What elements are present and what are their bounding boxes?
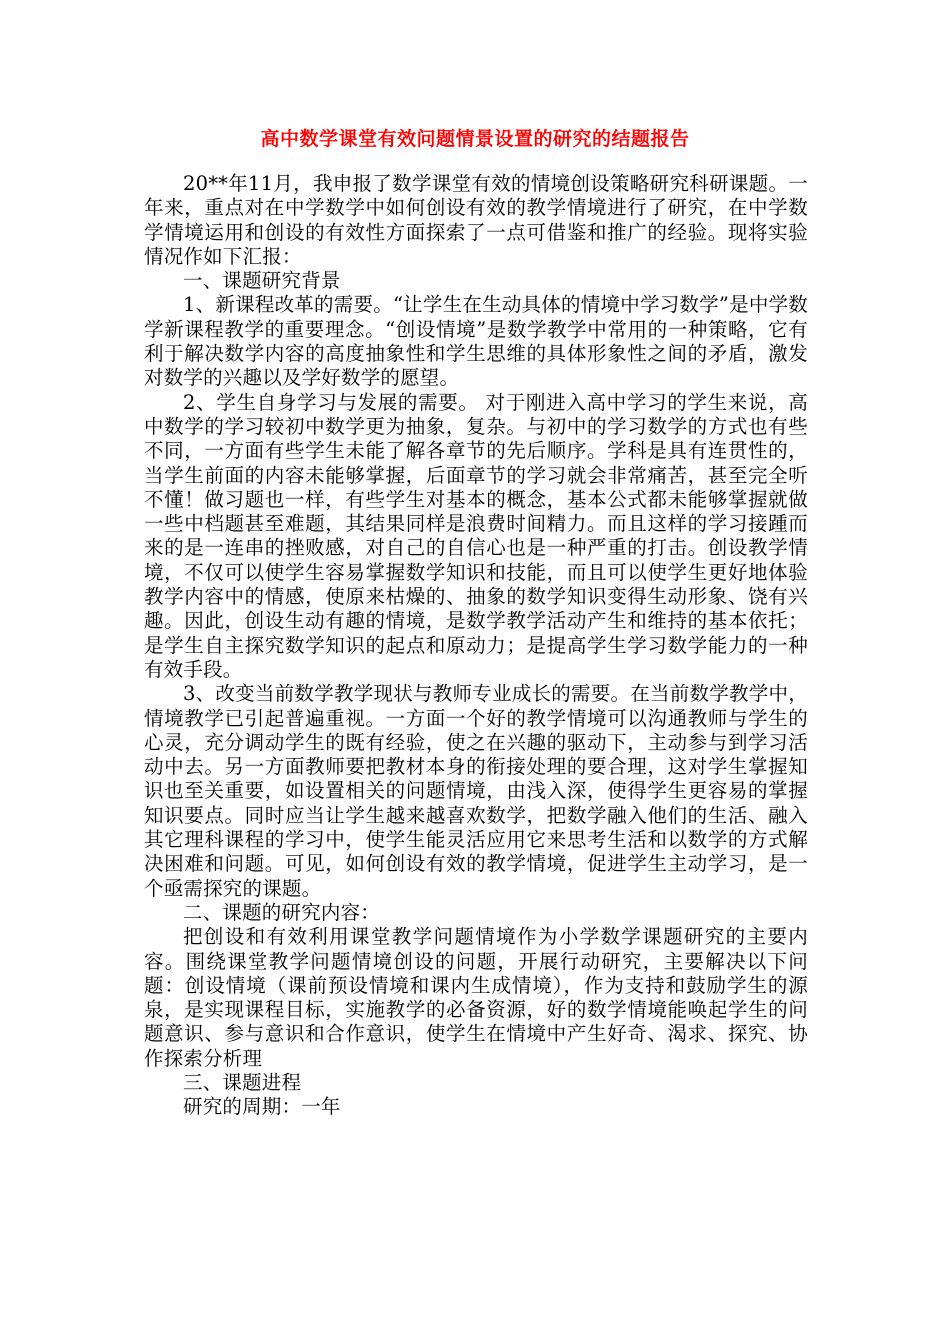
section-heading-content: 二、课题的研究内容： [183,900,381,924]
section-heading-background: 一、课题研究背景 [183,269,341,293]
document-body [144,172,808,1120]
background-point-1: 1、新课程改革的需要。“让学生在生动具体的情境中学习数学”是中学数学新课程教学的重要理念。“创设情境”是数学教学中常用的一种策略，它有利于解决数学内容的高度抽象性和学生思维的具体形象性之间的矛盾，激发对数学的兴趣以及学好数学的愿望。 [144,293,808,390]
intro-paragraph: 20**年11月，我申报了数学课堂有效的情境创设策略研究科研课题。一年来，重点对在中学数学中如何创设有效的教学情境进行了研究，在中学数学情境运用和创设的有效性方面探索了一点可借鉴和推广的经验。现将实验情况作如下汇报： [144,172,808,268]
background-point-2: 2、学生自身学习与发展的需要。 对于刚进入高中学习的学生来说，高中数学的学习较初中数学更为抽象，复杂。与初中的学习数学的方式也有些不同，一方面有些学生未能了解各章节的先后顺序。学科是具有连贯性的，当学生前面的内容未能够掌握，后面章节的学习就会非常痛苦，甚至完全听不懂！做习题也一样，有些学生对基本的概念，基本公式都未能够掌握就做一些中档题甚至难题，其结果同样是浪费时间精力。而且这样的学习接踵而来的是一连串的挫败感，对自己的自信心也是一种严重的打击。创设教学情境，不仅可以使学生容易掌握数学知识和技能，而且可以使学生更好地体验教学内容中的情感，使原来枯燥的、抽象的数学知识变得生动形象、饶有兴趣。因此，创设生动有趣的情境，是数学教学活动产生和维持的基本依托；是学生自主探究数学知识的起点和原动力；是提高学生学习数学能力的一种有效手段。 [144,390,808,681]
section-heading-progress: 三、课题进程 [183,1070,302,1094]
document-title: 高中数学课堂有效问题情景设置的研究的结题报告 [260,128,690,150]
progress-paragraph: 研究的周期：一年 [183,1095,341,1119]
content-paragraph: 把创设和有效利用课堂教学问题情境作为小学数学课题研究的主要内容。围绕课堂教学问题情境创设的问题，开展行动研究，主要解决以下问题：创设情境（课前预设情境和课内生成情境），作为支持和鼓励学生的源泉，是实现课程目标，实施教学的必备资源，好的数学情境能唤起学生的问题意识、参与意识和合作意识，使学生在情境中产生好奇、渴求、探究、协作探索分析理 [144,925,808,1070]
background-point-3: 3、改变当前数学教学现状与教师专业成长的需要。在当前数学教学中，情境教学已引起普遍重视。一方面一个好的教学情境可以沟通教师与学生的心灵，充分调动学生的既有经验，使之在兴趣的驱动下，主动参与到学习活动中去。另一方面教师要把教材本身的衔接处理的要合理，这对学生掌握知识也至关重要，如设置相关的问题情境，由浅入深，使得学生更容易的掌握知识要点。同时应当让学生越来越喜欢数学，把数学融入他们的生活、融入其它理科课程的学习中，使学生能灵活应用它来思考生活和以数学的方式解决困难和问题。可见，如何创设有效的教学情境，促进学生主动学习，是一个亟需探究的课题。 [144,682,808,900]
